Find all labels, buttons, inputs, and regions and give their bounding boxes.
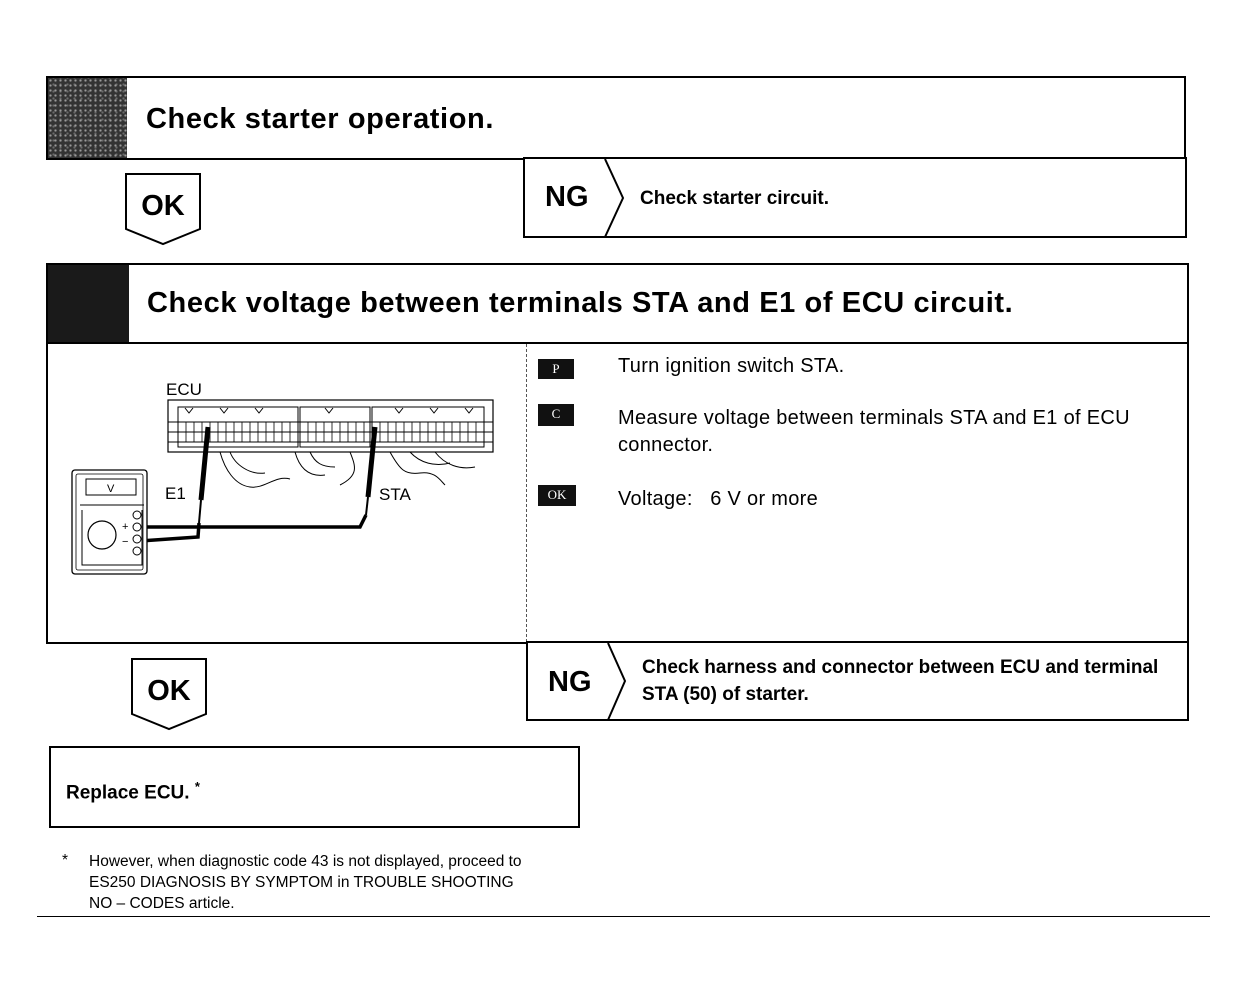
ecu-wiring-diagram bbox=[60, 375, 510, 585]
harness-wires bbox=[220, 452, 475, 487]
result-line bbox=[66, 779, 200, 804]
step2-column-divider bbox=[526, 344, 527, 642]
ng-text-2: Check harness and connector between ECU and terminal STA (50) of starter. bbox=[642, 657, 1159, 705]
ng-box-1 bbox=[523, 157, 1187, 238]
step2-title-divider bbox=[48, 342, 1187, 344]
svg-text:+: + bbox=[122, 521, 129, 533]
ng-text-1: Check starter circuit. bbox=[640, 188, 830, 209]
ok-arrow-1 bbox=[124, 172, 202, 246]
result-box bbox=[49, 746, 580, 828]
ok-icon: OK bbox=[538, 485, 576, 506]
result-mark: * bbox=[194, 779, 200, 794]
step1-box bbox=[46, 76, 1186, 160]
step2-number-mark bbox=[48, 265, 129, 344]
ok-arrow-2 bbox=[130, 657, 208, 731]
ok-label-1: OK bbox=[141, 190, 185, 222]
bottom-rule bbox=[37, 916, 1210, 917]
sta-label: STA bbox=[379, 485, 411, 504]
result-text: Replace ECU. bbox=[66, 782, 190, 804]
check-icon: C bbox=[538, 404, 574, 426]
footnote-text: However, when diagnostic code 43 is not displayed, proceed to ES250 DIAGNOSIS BY SYMPTOM in TROUBLE SHOOTING NO – CODES article. bbox=[89, 853, 522, 912]
step1-title: Check starter operation. bbox=[146, 103, 494, 135]
ng-box-2 bbox=[526, 641, 1189, 721]
instruction-2-text: Measure voltage between terminals STA and E1 of ECU connector. bbox=[618, 407, 1130, 456]
ecu-label: ECU bbox=[166, 380, 202, 399]
sta-lead bbox=[140, 515, 366, 527]
step1-number-mark bbox=[48, 78, 127, 158]
footnote-mark: * bbox=[62, 852, 69, 869]
svg-text:−: − bbox=[122, 536, 129, 548]
e1-label: E1 bbox=[165, 484, 186, 503]
meter-label: V bbox=[107, 483, 115, 495]
ok-label-2: OK bbox=[147, 675, 191, 707]
prep-icon: P bbox=[538, 359, 574, 379]
ecu-connector bbox=[168, 400, 493, 452]
instruction-1-text: Turn ignition switch STA. bbox=[618, 355, 845, 377]
ng-label-2: NG bbox=[548, 666, 592, 698]
step2-title: Check voltage between terminals STA and E1 of ECU circuit. bbox=[147, 287, 1014, 319]
ng-label-1: NG bbox=[545, 181, 589, 213]
instruction-3-text: Voltage: 6 V or more bbox=[618, 488, 819, 510]
